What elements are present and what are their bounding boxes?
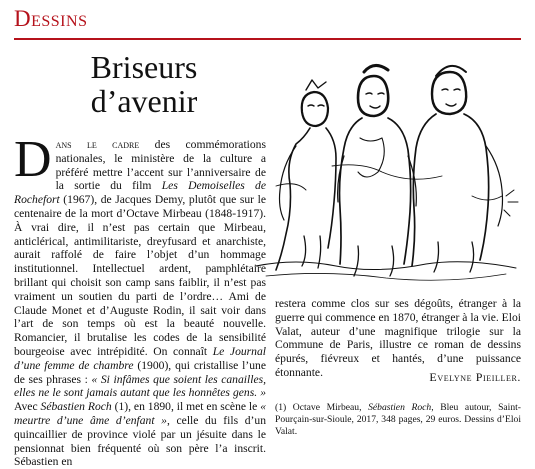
article-body-left-column bbox=[14, 131, 267, 469]
footnote-text: , Bleu autour, Saint-Pourçain-sur-Sioule, 2017, 348 pages, 29 euros. Dessins d’Eloi Valat. bbox=[275, 402, 521, 437]
film-title: Les Demoiselles de Rochefort bbox=[14, 179, 266, 207]
lead-in: ans le cadre bbox=[55, 138, 140, 151]
quotation: « Si infâmes que soient les canailles, elles ne le sont jamais autant que les honnêtes gens. » bbox=[14, 372, 266, 400]
book-title: Sébastien Roch bbox=[40, 400, 112, 414]
article-title bbox=[74, 50, 214, 118]
body-text: , celle du fils d’un quincaillier de province violé par un jésuite dans le pensionnat bien fréquenté où son père l’a inscrit. Sébastien en bbox=[14, 413, 266, 469]
body-text: des commémorations nationales, le ministère de la culture a préféré mettre l’accent sur l’anniversaire de la sortie du film bbox=[55, 138, 266, 193]
title-line-1: Briseurs bbox=[90, 49, 198, 85]
body-text: (1967), de Jacques Demy, plutôt que sur le centenaire de la mort d’Octave Mirbeau (1848-1917). À vrai dire, il n’est pas certain que Mirbeau, anticlérical, antimilitariste, dreyfusard et anarchiste, aurait raffolé de faire l’objet d’un hommage institutionnel. Intellectuel ardent, pamphlétaire brillant qui choisit son camp sans faiblir, il n’est pas vraiment un soutien du parti de l’ordre… Ami de Claude Monet et d’Auguste Rodin, il sait voir dans l’art de son temps où est la beauté nouvelle. Romancier, il brutalise les codes de la sensibilité bourgeoise avec intrépidité. On connaît bbox=[14, 193, 266, 358]
section-rule bbox=[14, 38, 521, 40]
footnote bbox=[275, 402, 521, 438]
quotation: « meurtre d’une âme d’enfant » bbox=[14, 400, 267, 427]
section-title: Dessins bbox=[14, 6, 88, 31]
article-body-right-column bbox=[275, 297, 521, 380]
title-line-2: d’avenir bbox=[90, 83, 198, 119]
body-text: Avec bbox=[14, 400, 41, 414]
body-text: (1), en 1890, il met en scène le bbox=[111, 400, 261, 414]
body-text: restera comme clos sur ses dégoûts, étranger à la guerre qui commence en 1870, étranger à la vie. Eloi Valat, auteur d’une magnifique trilogie sur la Commune de Paris, illustre ce roman de dessins épurés, fiévreux et hantés, d’une puissance étonnante. bbox=[275, 297, 521, 379]
footnote-book-title: Sébastien Roch bbox=[368, 402, 432, 413]
ink-drawing-illustration bbox=[236, 46, 526, 286]
book-title: Le Journal d’une femme de chambre bbox=[14, 344, 266, 372]
author-signature: Evelyne Pieiller. bbox=[429, 370, 521, 384]
drop-cap: D bbox=[14, 131, 52, 188]
body-text: (1900), qui cristallise l’une de ses phrases : bbox=[14, 358, 267, 386]
footnote-text: (1) Octave Mirbeau, bbox=[275, 402, 369, 413]
